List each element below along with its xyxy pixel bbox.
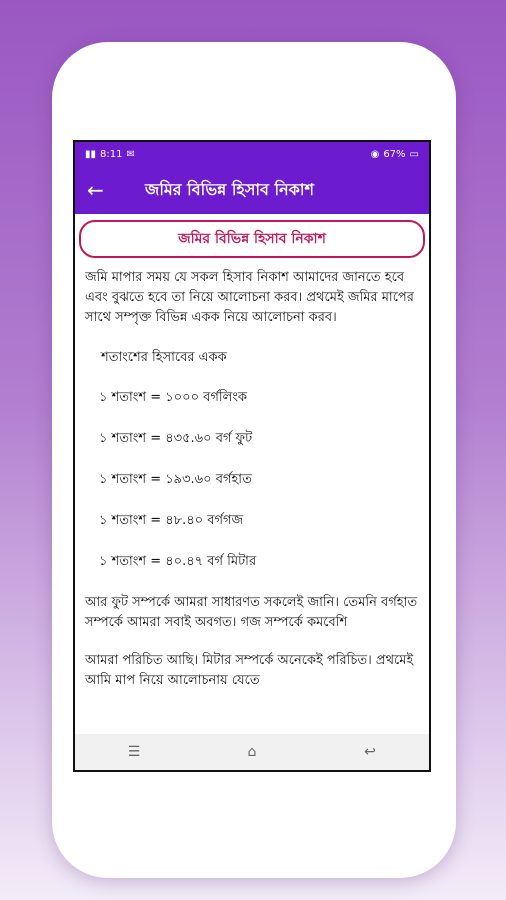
section-title: শতাংশের হিসাবের একক <box>101 350 227 365</box>
back-arrow-icon[interactable]: ← <box>87 178 104 202</box>
home-icon[interactable]: ⌂ <box>247 744 257 760</box>
conversion-row: ১ শতাংশ = ১৯৩.৬০ বর্গহাত <box>99 472 252 487</box>
wifi-icon: ◉ <box>370 148 380 160</box>
app-bar <box>75 166 429 214</box>
status-time: 8:11 <box>100 148 123 160</box>
article-content[interactable] <box>75 214 429 734</box>
battery-icon: ▭ <box>409 148 419 160</box>
signal-icon: ▮▮ <box>85 148 97 160</box>
recent-apps-icon[interactable]: ☰ <box>127 744 141 760</box>
conversion-row: ১ শতাংশ = ১০০০ বর্গলিংক <box>99 390 248 405</box>
app-title: জমির বিভিন্ন হিসাব নিকাশ <box>145 179 314 199</box>
system-nav-bar <box>75 734 429 770</box>
paragraph-feet: আর ফুট সম্পর্কে আমরা সাধারণত সকলেই জানি। তেমনি বর্গহাত সম্পর্কে আমরা সবাই অবগত। গজ সম্পর্কে কমবেশি <box>85 595 418 630</box>
conversion-row: ১ শতাংশ = ৪৮.৪০ বর্গগজ <box>99 513 244 528</box>
intro-paragraph: জমি মাপার সময় যে সকল হিসাব নিকাশ আমাদের জানতে হবে এবং বুঝতে হবে তা নিয়ে আলোচনা করব। প্রথমেই জমির মাপের সাথে সম্পৃক্ত বিভিন্ন একক নিয়ে আলোচনা করব। <box>85 270 414 325</box>
app-screen <box>73 140 431 772</box>
status-bar <box>75 142 429 166</box>
paragraph-meter: আমরা পরিচিত আছি। মিটার সম্পর্কে অনেকেই পরিচিত। প্রথমেই আমি মাপ নিয়ে আলোচনায় যেতে <box>85 653 414 688</box>
battery-percent: 67% <box>383 148 406 160</box>
conversion-row: ১ শতাংশ = ৪৩৫.৬০ বর্গ ফুট <box>99 431 253 446</box>
notification-icon: ✉ <box>126 148 135 160</box>
article-header: জমির বিভিন্ন হিসাব নিকাশ <box>79 220 425 258</box>
conversion-row: ১ শতাংশ = ৪০.৪৭ বর্গ মিটার <box>99 554 257 569</box>
back-icon[interactable]: ↩ <box>364 744 376 760</box>
